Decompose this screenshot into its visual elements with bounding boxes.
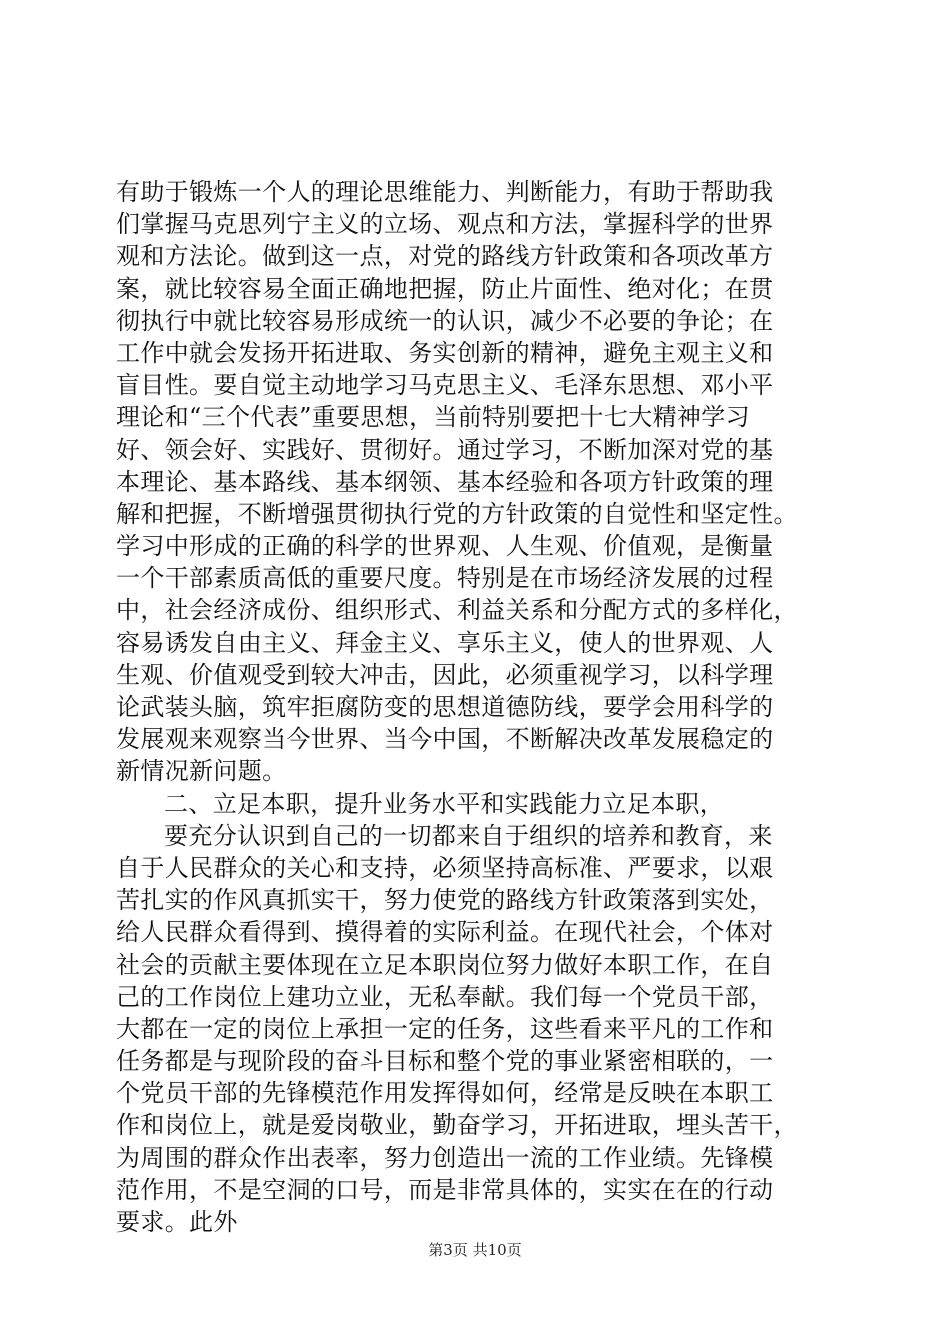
text-line: 要求。此外 (116, 1208, 238, 1236)
text-line: 工作中就会发扬开拓进取、务实创新的精神，避免主观主义和 (116, 338, 774, 367)
text-line: 盲目性。要自觉主动地学习马克思主义、毛泽东思想、邓小平 (116, 371, 774, 400)
text-line: 社会的贡献主要体现在立足本职岗位努力做好本职工作，在自 (116, 950, 774, 979)
text-line: 作和岗位上，就是爱岗敬业，勤奋学习，开拓进取，埋头苦干， (116, 1111, 798, 1140)
text-line: 一个干部素质高低的重要尺度。特别是在市场经济发展的过程 (116, 564, 774, 593)
body-text (116, 176, 836, 1238)
text-line: 解和把握，不断增强贯彻执行党的方针政策的自觉性和坚定性。 (116, 499, 798, 528)
text-line: 中，社会经济成份、组织形式、利益关系和分配方式的多样化， (116, 596, 798, 625)
text-line: 理论和“三个代表”重要思想，当前特别要把十七大精神学习 (116, 403, 750, 432)
text-line: 己的工作岗位上建功立业，无私奉献。我们每一个党员干部， (116, 982, 774, 1011)
text-line: 要充分认识到自己的一切都来自于组织的培养和教育，来 (164, 821, 773, 850)
text-line: 案，就比较容易全面正确地把握，防止片面性、绝对化；在贯 (116, 274, 774, 303)
text-line: 苦扎实的作风真抓实干，努力使党的路线方针政策落到实处， (116, 886, 774, 915)
text-line: 论武装头脑，筑牢拒腐防变的思想道德防线，要学会用科学的 (116, 693, 774, 721)
text-line: 为周围的群众作出表率，努力创造出一流的工作业绩。先锋模 (116, 1143, 774, 1172)
page-footer (0, 1240, 950, 1260)
text-line: 发展观来观察当今世界、当今中国，不断解决改革发展稳定的 (116, 725, 774, 754)
text-line: 生观、价值观受到较大冲击，因此，必须重视学习，以科学理 (116, 660, 774, 689)
text-line: 容易诱发自由主义、拜金主义、享乐主义，使人的世界观、人 (116, 628, 774, 657)
text-line: 有助于锻炼一个人的理论思维能力、判断能力，有助于帮助我 (116, 178, 774, 206)
text-line: 个党员干部的先锋模范作用发挥得如何，经常是反映在本职工 (116, 1079, 774, 1108)
text-line: 大都在一定的岗位上承担一定的任务，这些看来平凡的工作和 (116, 1014, 774, 1043)
text-line: 本理论、基本路线、基本纲领、基本经验和各项方针政策的理 (116, 467, 774, 496)
text-line: 范作用，不是空洞的口号，而是非常具体的，实实在在的行动 (116, 1175, 774, 1204)
text-line: 们掌握马克思列宁主义的立场、观点和方法，掌握科学的世界 (116, 210, 774, 239)
text-line: 给人民群众看得到、摸得着的实际利益。在现代社会，个体对 (116, 918, 774, 947)
text-line: 自于人民群众的关心和支持，必须坚持高标准、严要求，以艰 (116, 853, 774, 882)
section-heading: 二、立足本职，提升业务水平和实践能力立足本职， (164, 789, 725, 818)
text-line: 彻执行中就比较容易形成统一的认识，减少不必要的争论；在 (116, 306, 774, 335)
text-line: 任务都是与现阶段的奋斗目标和整个党的事业紧密相联的，一 (116, 1047, 774, 1076)
text-line: 好、领会好、实践好、贯彻好。通过学习，不断加深对党的基 (116, 435, 774, 464)
text-line: 新情况新问题。 (116, 757, 287, 786)
page-number-label: 第3页 共10页 (428, 1241, 522, 1259)
text-line: 观和方法论。做到这一点，对党的路线方针政策和各项改革方 (116, 242, 774, 271)
text-line: 学习中形成的正确的科学的世界观、人生观、价值观，是衡量 (116, 532, 774, 561)
